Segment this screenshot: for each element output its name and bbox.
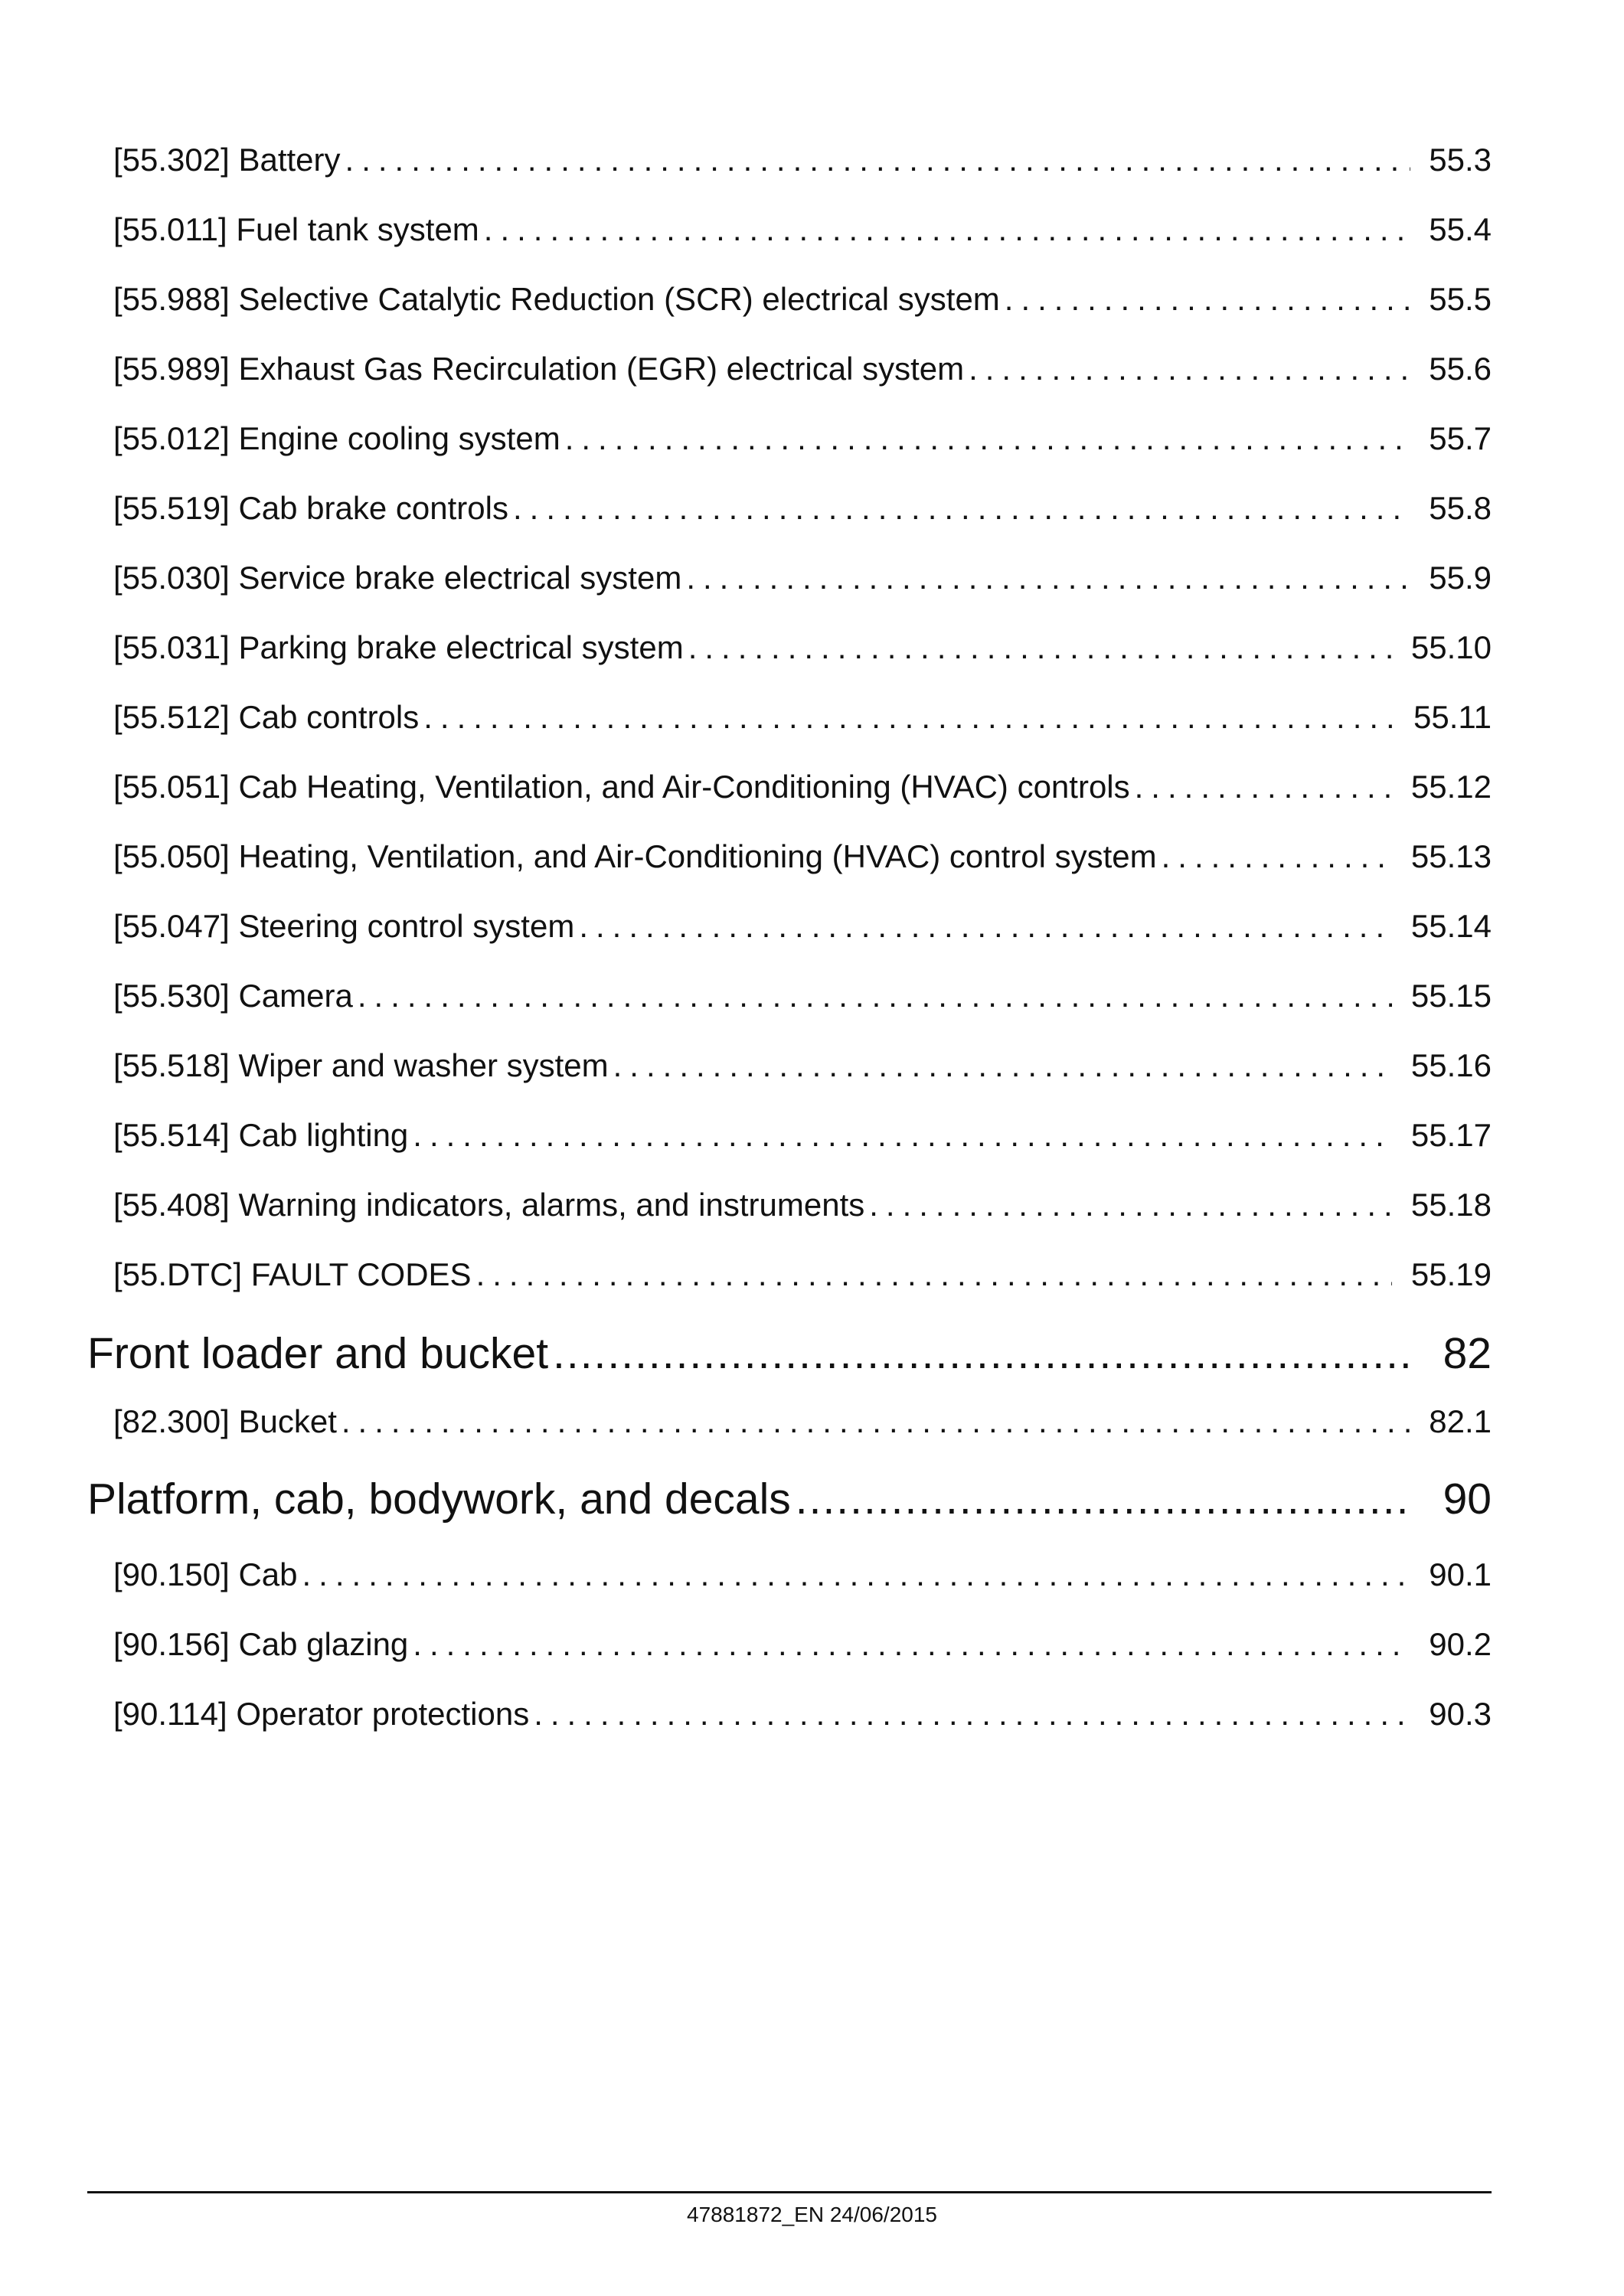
toc-entry-page: 55.18 [1410, 1187, 1492, 1223]
toc-entry-page: 55.12 [1410, 769, 1492, 805]
toc-leader-dots [613, 1047, 1392, 1085]
footer-divider [87, 2191, 1492, 2193]
toc-entry-page: 90.2 [1429, 1626, 1492, 1662]
toc-entry-page: 55.9 [1429, 560, 1492, 596]
toc-entry-page: 55.16 [1410, 1047, 1492, 1083]
toc-leader-dots [969, 350, 1410, 388]
toc-leader-dots [302, 1556, 1410, 1594]
toc-entry-page: 55.6 [1429, 351, 1492, 387]
toc-entry-title: [55.989] Exhaust Gas Recirculation (EGR) electrical system [113, 351, 965, 387]
toc-entry[interactable] [113, 1256, 1492, 1294]
toc-leader-dots [796, 1473, 1409, 1525]
toc-entry-page: 55.13 [1410, 838, 1492, 874]
toc-entry-page: 55.4 [1429, 211, 1492, 247]
toc-entry-page: 55.14 [1410, 908, 1492, 944]
toc-entry-page: 55.3 [1429, 142, 1492, 178]
toc-leader-dots [686, 559, 1410, 597]
toc-entry-page: 82.1 [1429, 1403, 1492, 1439]
toc-entry[interactable] [113, 768, 1492, 806]
toc-entry-page: 90.3 [1429, 1696, 1492, 1732]
toc-entry-title: [55.512] Cab controls [113, 699, 420, 735]
toc-leader-dots [869, 1186, 1392, 1224]
toc-leader-dots [341, 1403, 1410, 1441]
toc-section-heading[interactable] [87, 1473, 1492, 1525]
toc-entry-title: [82.300] Bucket [113, 1403, 337, 1439]
toc-entry-title: [55.047] Steering control system [113, 908, 575, 944]
toc-leader-dots [553, 1328, 1409, 1380]
toc-leader-dots [484, 211, 1410, 249]
footer-doc-reference: 47881872_EN 24/06/2015 [687, 2203, 937, 2226]
toc-entry-title: [55.519] Cab brake controls [113, 490, 508, 526]
toc-entry-title: [90.150] Cab [113, 1556, 298, 1592]
toc-section-title: Platform, cab, bodywork, and decals [87, 1475, 791, 1524]
toc-entry-title: [90.156] Cab glazing [113, 1626, 409, 1662]
toc-entry-title: [55.518] Wiper and washer system [113, 1047, 609, 1083]
toc-entry-title: [55.050] Heating, Ventilation, and Air-Conditioning (HVAC) control system [113, 838, 1157, 874]
toc-leader-dots [476, 1256, 1392, 1294]
toc-entry[interactable] [113, 1116, 1492, 1155]
toc-leader-dots [1005, 280, 1410, 318]
toc-entry[interactable] [113, 1695, 1492, 1733]
toc-entry-page: 90.1 [1429, 1556, 1492, 1592]
toc-entry-title: [55.302] Battery [113, 142, 341, 178]
toc-entry[interactable] [113, 1556, 1492, 1594]
toc-entry-title: [55.051] Cab Heating, Ventilation, and Air-Conditioning (HVAC) controls [113, 769, 1130, 805]
toc-section-title: Front loader and bucket [87, 1329, 549, 1378]
toc-leader-dots [423, 698, 1392, 736]
toc-entry-title: [55.408] Warning indicators, alarms, and instruments [113, 1187, 865, 1223]
toc-entry[interactable] [113, 559, 1492, 597]
toc-entry[interactable] [113, 1186, 1492, 1224]
toc-entry[interactable] [113, 141, 1492, 179]
toc-entry-title: [90.114] Operator protections [113, 1696, 530, 1732]
toc-entry[interactable] [113, 1047, 1492, 1085]
toc-entry[interactable] [113, 629, 1492, 667]
toc-entry[interactable] [113, 1625, 1492, 1664]
toc-entry[interactable] [113, 838, 1492, 876]
toc-entry-page: 55.19 [1410, 1256, 1492, 1292]
toc-section-page: 82 [1443, 1329, 1492, 1378]
toc-entry-page: 55.5 [1429, 281, 1492, 317]
toc-section-heading[interactable] [87, 1328, 1492, 1380]
toc-entry-page: 55.10 [1410, 629, 1492, 665]
toc-entry[interactable] [113, 420, 1492, 458]
toc-leader-dots [513, 489, 1410, 527]
toc-entry-page: 55.7 [1429, 420, 1492, 456]
toc-entry-page: 55.17 [1410, 1117, 1492, 1153]
toc-entry-title: [55.011] Fuel tank system [113, 211, 479, 247]
toc-entry-title: [55.012] Engine cooling system [113, 420, 560, 456]
toc-entry-title: [55.031] Parking brake electrical system [113, 629, 684, 665]
toc-leader-dots [534, 1695, 1410, 1733]
toc-leader-dots [358, 977, 1392, 1015]
toc-entry-title: [55.988] Selective Catalytic Reduction (SCR) electrical system [113, 281, 1000, 317]
toc-entry[interactable] [113, 907, 1492, 946]
toc-entry-title: [55.030] Service brake electrical system [113, 560, 682, 596]
toc-leader-dots [688, 629, 1392, 667]
toc-leader-dots [413, 1625, 1410, 1664]
toc-entry-page: 55.15 [1410, 978, 1492, 1014]
toc-entry[interactable] [113, 489, 1492, 527]
toc-leader-dots [1162, 838, 1392, 876]
toc-entry[interactable] [113, 698, 1492, 736]
toc-leader-dots [345, 141, 1410, 179]
toc-entry[interactable] [113, 350, 1492, 388]
toc-entry[interactable] [113, 977, 1492, 1015]
toc-leader-dots [565, 420, 1410, 458]
toc-leader-dots [413, 1116, 1392, 1155]
toc-entry[interactable] [113, 280, 1492, 318]
toc-entry[interactable] [113, 1403, 1492, 1441]
toc-leader-dots [1135, 768, 1392, 806]
toc-entry-title: [55.514] Cab lighting [113, 1117, 409, 1153]
toc-entry-page: 55.11 [1413, 699, 1492, 735]
toc-entry-title: [55.530] Camera [113, 978, 353, 1014]
toc-entry-page: 55.8 [1429, 490, 1492, 526]
toc-entry[interactable] [113, 211, 1492, 249]
toc-section-page: 90 [1443, 1475, 1492, 1524]
toc-leader-dots [579, 907, 1392, 946]
toc-entry-title: [55.DTC] FAULT CODES [113, 1256, 472, 1292]
